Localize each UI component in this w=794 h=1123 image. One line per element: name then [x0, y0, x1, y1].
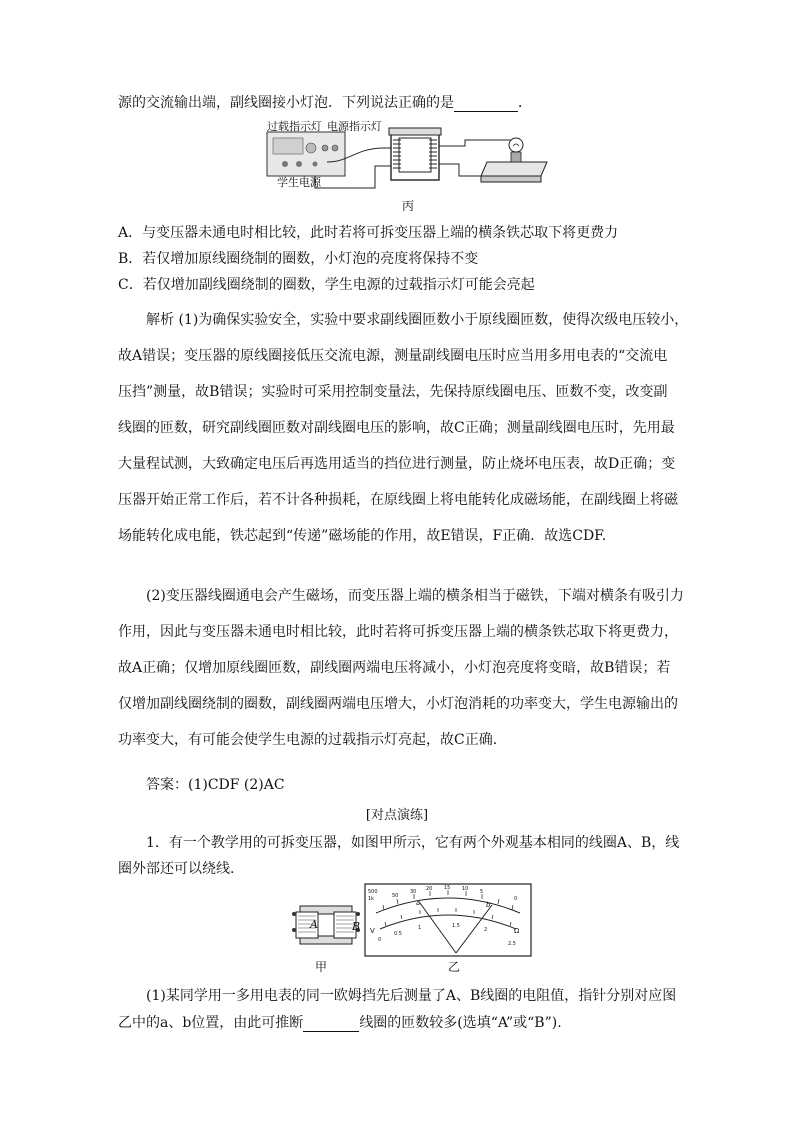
ohm-tick-30: 30	[410, 889, 417, 895]
overload-indicator-label: 过载指示灯	[267, 120, 322, 133]
ohm-tick-500: 500	[368, 889, 378, 895]
analysis1-line-7: 场能转化成电能，铁芯起到“传递”磁场能的作用，故E错误，F正确．故选CDF.	[118, 528, 607, 544]
q1-line-2: 圈外部还可以绕线.	[118, 861, 235, 877]
option-c: C．若仅增加副线圈绕制的圈数，学生电源的过载指示灯可能会亮起	[118, 277, 535, 293]
power-indicator-label: 电源指示灯	[327, 120, 382, 133]
student-supply-label: 学生电源	[277, 176, 321, 189]
ohm-tick-0: 0	[514, 896, 518, 902]
analysis1-line-2: 故A错误；变压器的原线圈接低压交流电源，测量副线圈电压时应当用多用电表的“交流电	[118, 348, 668, 364]
figure-jia	[290, 900, 362, 952]
analysis1-line-5: 大量程试测，大致确定电压后再选用适当的挡位进行测量，防止烧坏电压表，故D正确；变	[118, 456, 676, 472]
figure-jia-caption: 甲	[315, 960, 328, 974]
q1-part1-line-1: (1)某同学用一多用电表的同一欧姆挡先后测量了A、B线圈的电阻值，指针分别对应图	[146, 988, 677, 1004]
figure-yi	[364, 883, 532, 957]
volt-symbol: V	[370, 927, 375, 935]
figure-bing-caption: 丙	[402, 199, 415, 213]
analysis1-line-4: 线圈的匝数，研究副线圈匝数对副线圈电压的影响，故C正确；测量副线圈电压时，先用最	[118, 420, 675, 436]
q1-part1-line-2: 乙中的a、b位置，由此可推断 线圈的匝数较多(选填“A”或“B”).	[118, 1015, 562, 1031]
ohm-tick-5: 5	[480, 889, 484, 895]
answer-blank-2	[303, 1017, 359, 1032]
ohm-tick-10: 10	[462, 886, 469, 892]
scale-tick-2: 2	[484, 927, 488, 933]
analysis2-line-1: (2)变压器线圈通电会产生磁场，而变压器上端的横条相当于磁铁，下端对横条有吸引力	[146, 588, 684, 604]
answer-line: 答案：(1)CDF (2)AC	[146, 777, 285, 793]
analysis1-line-1: 解析 (1)为确保实验安全，实验中要求副线圈匝数小于原线圈匝数，使得次级电压较小，	[146, 312, 689, 328]
scale-tick-1-5: 1.5	[452, 923, 460, 929]
scale-tick-2-5: 2.5	[508, 941, 516, 947]
ohm-tick-1k: 1k	[368, 896, 375, 902]
analysis1-line-6: 压器开始正常工作后，若不计各种损耗，在原线圈上将电能转化成磁场能，在副线圈上将磁	[118, 492, 678, 508]
analysis2-line-5: 功率变大，有可能会使学生电源的过载指示灯亮起，故C正确.	[118, 732, 498, 748]
ohm-tick-15: 15	[444, 885, 451, 891]
analysis2-line-4: 仅增加副线圈绕制的圈数，副线圈两端电压增大，小灯泡消耗的功率变大，学生电源输出的	[118, 696, 678, 712]
coil-b-label: B	[352, 920, 361, 933]
option-a: A．与变压器未通电时相比较，此时若将可拆变压器上端的横条铁芯取下将更费力	[118, 225, 619, 241]
analysis2-line-3: 故A正确；仅增加原线圈匝数，副线圈两端电压将减小，小灯泡亮度将变暗，故B错误；若	[118, 660, 671, 676]
intro-line: 源的交流输出端，副线圈接小灯泡．下列说法正确的是 ．	[118, 95, 532, 111]
pointer-label-b: b	[486, 901, 491, 909]
q1-line-1: 1．有一个教学用的可拆变压器，如图甲所示，它有两个外观基本相同的线圈A、B，线	[146, 835, 680, 851]
multimeter-dial	[364, 883, 532, 957]
analysis2-line-2: 作用，因此与变压器未通电时相比较，此时若将可拆变压器上端的横条铁芯取下将更费力，	[118, 624, 678, 640]
answer-blank	[454, 97, 518, 112]
pointer-label-a: a	[416, 899, 421, 907]
ohm-tick-50: 50	[392, 893, 399, 899]
ohm-tick-20: 20	[426, 886, 433, 892]
scale-tick-1: 1	[418, 925, 422, 931]
scale-tick-0-5: 0.5	[394, 931, 402, 937]
omega-symbol: Ω	[514, 927, 520, 935]
coil-a-label: A	[310, 918, 318, 931]
analysis1-line-3: 压挡”测量，故B错误；实验时可采用控制变量法，先保持原线圈电压、匝数不变，改变副	[118, 384, 668, 400]
scale-tick-0: 0	[378, 937, 382, 943]
section-title: [对点演练]	[365, 808, 429, 823]
figure-yi-caption: 乙	[448, 960, 461, 974]
option-b: B．若仅增加原线圈绕制的圈数，小灯泡的亮度将保持不变	[118, 251, 479, 267]
